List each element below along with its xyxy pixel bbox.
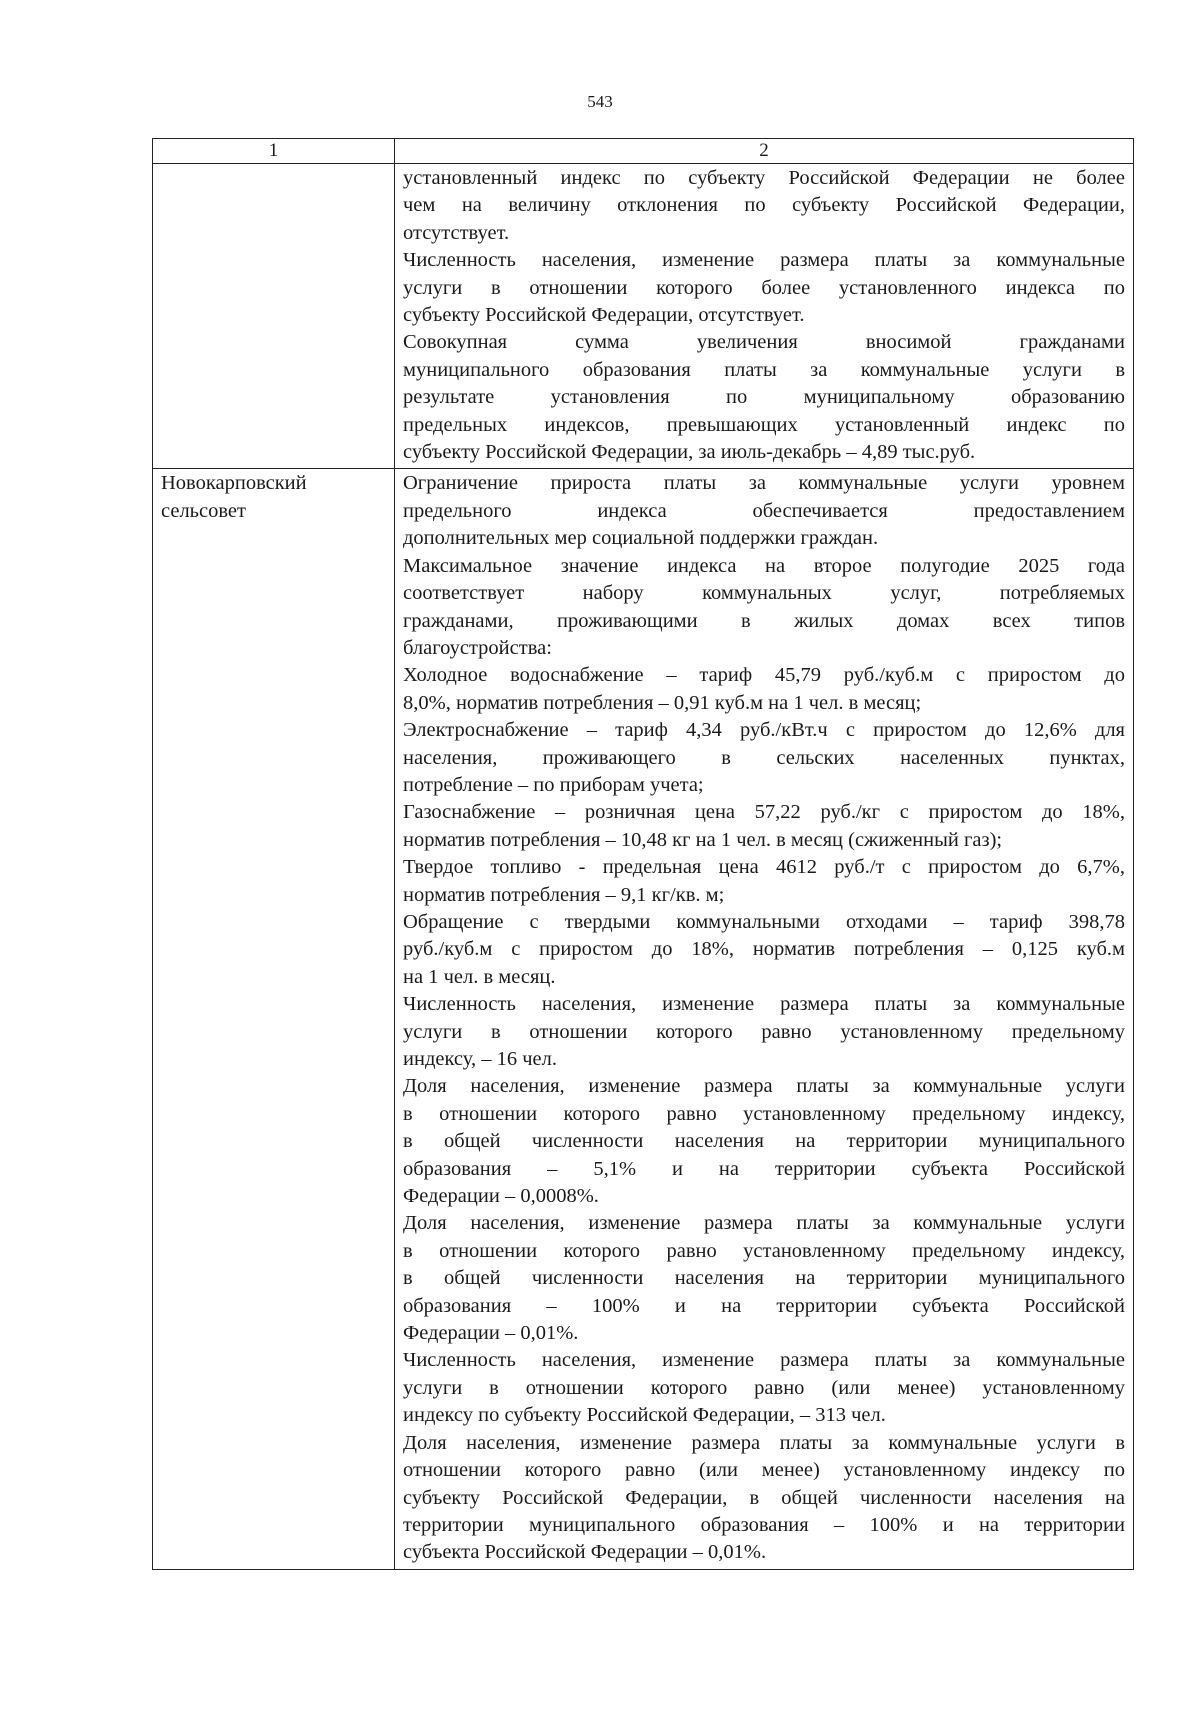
description-cell xyxy=(395,164,1134,469)
municipality-cell xyxy=(153,164,395,469)
text-line: потребление – по приборам учета; xyxy=(403,773,704,796)
text-line: населения, проживающего в сельских населенных пунктах, xyxy=(403,746,1125,769)
text-line: муниципального образования платы за коммунальные услуги в xyxy=(403,358,1125,381)
text-line: норматив потребления – 10,48 кг на 1 чел. в месяц (сжиженный газ); xyxy=(403,828,1003,851)
text-line: в отношении которого равно установленному предельному индексу, xyxy=(403,1102,1125,1125)
table-header-row xyxy=(153,139,1134,164)
text-line: чем на величину отклонения по субъекту Российской Федерации, xyxy=(403,194,1125,217)
text-line: Федерации – 0,0008%. xyxy=(403,1185,599,1208)
text-line: гражданами, проживающими в жилых домах всех типов xyxy=(403,609,1125,632)
text-line: субъекту Российской Федерации, в общей численности населения на xyxy=(403,1486,1125,1509)
text-line: предельного индекса обеспечивается предоставлением xyxy=(403,499,1125,522)
text-line: индексу, – 16 чел. xyxy=(403,1048,557,1070)
municipality-cell xyxy=(153,469,395,1569)
table-row xyxy=(153,164,1134,469)
text-line: Численность населения, изменение размера платы за коммунальные xyxy=(403,249,1125,272)
page-number: 543 xyxy=(587,92,613,111)
document-table xyxy=(152,138,1134,1570)
table-row xyxy=(153,469,1134,1569)
text-line: отношении которого равно (или менее) установленному индексу по xyxy=(403,1459,1125,1482)
text-line: территории муниципального образования – 100% и на территории xyxy=(403,1513,1125,1536)
text-line: благоустройства: xyxy=(403,636,552,659)
text-line: предельных индексов, превышающих установленный индекс по xyxy=(403,413,1125,436)
text-line: Доля населения, изменение размера платы за коммунальные услуги xyxy=(403,1075,1125,1098)
text-line: Федерации – 0,01%. xyxy=(403,1322,579,1345)
text-line: субъекту Российской Федерации, за июль-декабрь – 4,89 тыс.руб. xyxy=(403,441,976,464)
text-line: Численность населения, изменение размера платы за коммунальные xyxy=(403,1349,1125,1372)
text-line: услуги в отношении которого равно установленному предельному xyxy=(403,1020,1125,1043)
text-line: услуги в отношении которого более установленного индекса по xyxy=(403,276,1125,299)
text-line: в общей численности населения на территории муниципального xyxy=(403,1130,1125,1153)
text-line: соответствует набору коммунальных услуг, потребляемых xyxy=(403,582,1125,605)
text-line: Максимальное значение индекса на второе полугодие 2025 года xyxy=(403,554,1125,577)
text-line: образования – 100% и на территории субъекта Российской xyxy=(403,1294,1125,1317)
column-header-1: 1 xyxy=(153,139,395,164)
text-line: норматив потребления – 9,1 кг/кв. м; xyxy=(403,883,725,906)
text-line: Холодное водоснабжение – тариф 45,79 руб./куб.м с приростом до xyxy=(403,664,1125,687)
text-line: дополнительных мер социальной поддержки граждан. xyxy=(403,527,879,550)
text-line: Доля населения, изменение размера платы за коммунальные услуги xyxy=(403,1212,1125,1235)
text-line: руб./куб.м с приростом до 18%, норматив потребления – 0,125 куб.м xyxy=(403,938,1125,961)
text-line: Электроснабжение – тариф 4,34 руб./кВт.ч с приростом до 12,6% для xyxy=(403,719,1125,742)
municipality-name-line: сельсовет xyxy=(161,499,246,522)
text-line: Доля населения, изменение размера платы за коммунальные услуги в xyxy=(403,1431,1125,1454)
text-line: установленный индекс по субъекту Российской Федерации не более xyxy=(403,167,1125,189)
text-line: 8,0%, норматив потребления – 0,91 куб.м на 1 чел. в месяц; xyxy=(403,691,922,714)
text-line: индексу по субъекту Российской Федерации, – 313 чел. xyxy=(403,1404,886,1427)
municipality-name-line: Новокарповский xyxy=(161,472,307,495)
text-line: на 1 чел. в месяц. xyxy=(403,965,556,988)
text-line: в общей численности населения на территории муниципального xyxy=(403,1267,1125,1290)
text-line: Ограничение прироста платы за коммунальные услуги уровнем xyxy=(403,472,1125,495)
text-line: результате установления по муниципальному образованию xyxy=(403,386,1125,409)
text-line: субъекта Российской Федерации – 0,01%. xyxy=(403,1541,767,1564)
text-line: услуги в отношении которого равно (или менее) установленному xyxy=(403,1376,1125,1399)
text-line: Обращение с твердыми коммунальными отходами – тариф 398,78 xyxy=(403,910,1125,933)
text-line: Газоснабжение – розничная цена 57,22 руб./кг с приростом до 18%, xyxy=(403,801,1125,824)
text-line: образования – 5,1% и на территории субъекта Российской xyxy=(403,1157,1125,1180)
text-line: субъекту Российской Федерации, отсутствует. xyxy=(403,304,805,327)
text-line: Совокупная сумма увеличения вносимой гражданами xyxy=(403,331,1125,354)
text-line: в отношении которого равно установленному предельному индексу, xyxy=(403,1239,1125,1262)
text-line: Численность населения, изменение размера платы за коммунальные xyxy=(403,993,1125,1016)
text-line: Твердое топливо - предельная цена 4612 руб./т с приростом до 6,7%, xyxy=(403,856,1125,879)
text-line: отсутствует. xyxy=(403,221,510,244)
column-header-2: 2 xyxy=(395,139,1134,164)
description-cell xyxy=(395,469,1134,1569)
